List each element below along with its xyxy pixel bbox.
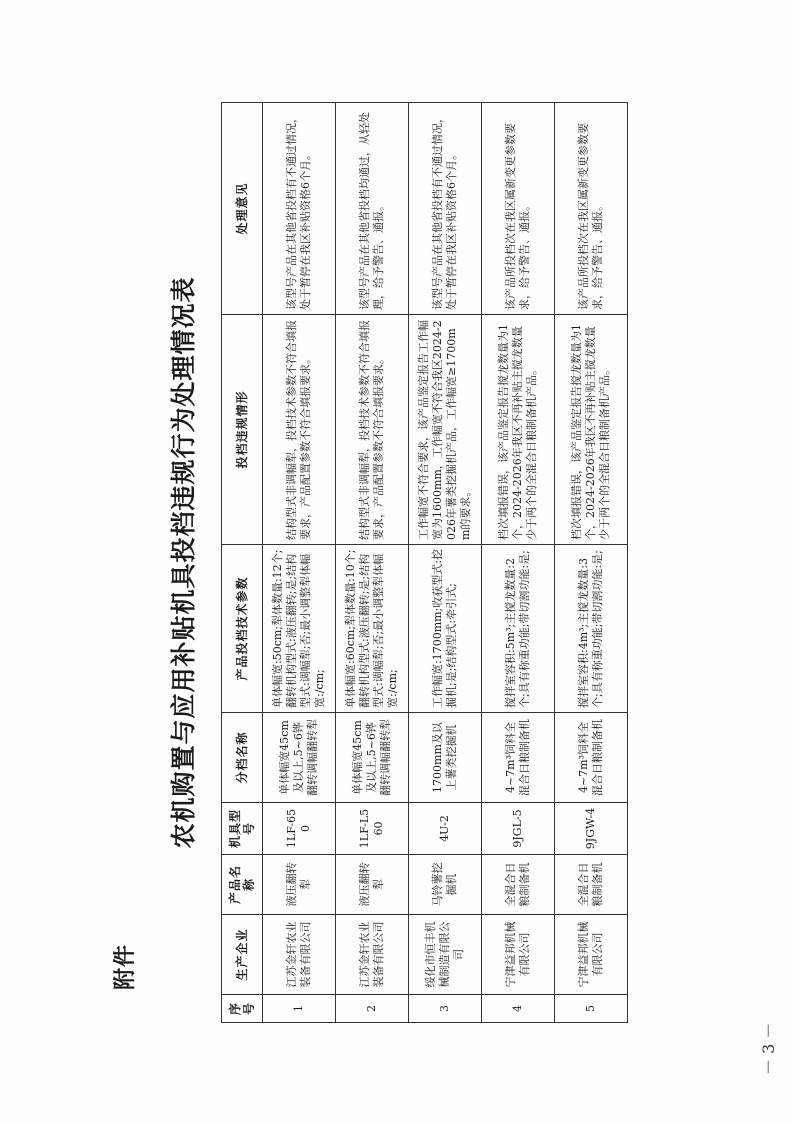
violations-table [221, 102, 628, 1023]
cell-violation: 档次填报错误，该产品鉴定报告搅龙数量为1个，2024-2026年我区不再补贴主搅龙数量少于两个的全混合日粮制备机产品。 [555, 315, 628, 545]
table-header-row [222, 103, 263, 1023]
cell-violation: 结构型式非调幅犁，投档技术参数不符合填报要求，产品配置参数不符合填报要求。 [336, 315, 409, 545]
cell-opinion: 该型号产品在其他省投档均通过，从轻处理，给予警告、通报。 [336, 103, 409, 315]
page-number: － 3 － [759, 1022, 778, 1075]
cell-model: 9JGW-4 [555, 803, 628, 855]
col-header-model: 机具型号 [222, 803, 263, 855]
table-row [263, 103, 336, 1023]
col-header-product: 产品名称 [222, 855, 263, 915]
cell-category: 4~7m³饲料全混合日粮制备机 [482, 713, 555, 803]
cell-model: 1LF-650 [263, 803, 336, 855]
cell-no: 3 [409, 995, 482, 1023]
cell-opinion: 该产品所投档次在我区属新变更参数要求，给予警告、通报。 [482, 103, 555, 315]
cell-model: 1LF-L560 [336, 803, 409, 855]
cell-product: 马铃薯挖掘机 [409, 855, 482, 915]
cell-company: 绥化市恒丰机械制造有限公司 [409, 915, 482, 995]
cell-model: 9JGL-5 [482, 803, 555, 855]
table-row [336, 103, 409, 1023]
cell-product: 全混合日粮制备机 [482, 855, 555, 915]
cell-model: 4U-2 [409, 803, 482, 855]
cell-product: 全混合日粮制备机 [555, 855, 628, 915]
cell-opinion: 该型号产品在其他省投档有不通过情况，处于暂停在我区补贴资格6个月。 [263, 103, 336, 315]
cell-company: 宁津益邦机械有限公司 [555, 915, 628, 995]
cell-product: 液压翻转犁 [336, 855, 409, 915]
col-header-category: 分档名称 [222, 713, 263, 803]
col-header-params: 产品投档技术参数 [222, 545, 263, 713]
table-row [482, 103, 555, 1023]
cell-company: 江苏金轩农业装备有限公司 [336, 915, 409, 995]
rotated-document [155, 90, 675, 1035]
cell-company: 宁津益邦机械有限公司 [482, 915, 555, 995]
cell-no: 4 [482, 995, 555, 1023]
cell-opinion: 该产品所投档次在我区属新变更参数要求，给予警告、通报。 [555, 103, 628, 315]
attachment-label: 附件 [113, 943, 138, 990]
cell-violation: 档次填报错误，该产品鉴定报告搅龙数量为1个，2024-2026年我区不再补贴主搅龙数量少于两个的全混合日粮制备机产品。 [482, 315, 555, 545]
col-header-company: 生产企业 [222, 915, 263, 995]
cell-category: 1700mm及以上薯类挖掘机 [409, 713, 482, 803]
cell-company: 江苏金轩农业装备有限公司 [263, 915, 336, 995]
col-header-violation: 投档违规情形 [222, 315, 263, 545]
cell-params: 搅拌室容积:5m³;主搅龙数量:2个;具有称重功能;带切割功能:是; [482, 545, 555, 713]
table-row [409, 103, 482, 1023]
col-header-opinion: 处理意见 [222, 103, 263, 315]
cell-no: 2 [336, 995, 409, 1023]
cell-violation: 结构型式非调幅犁，投档技术参数不符合填报要求，产品配置参数不符合填报要求。 [263, 315, 336, 545]
cell-params: 工作幅宽:1700mm;收获型式:挖掘机;是;结构型式:牵引式; [409, 545, 482, 713]
cell-category: 单体幅宽45cm及以上,5~6铧翻转调幅翻转犁 [336, 713, 409, 803]
col-header-no: 序号 [222, 995, 263, 1023]
table-row [555, 103, 628, 1023]
document-title: 农机购置与应用补贴机具投档违规行为处理情况表 [169, 276, 198, 849]
cell-category: 4~7m³饲料全混合日粮制备机 [555, 713, 628, 803]
cell-params: 单体幅宽:60cm;犁体数量:10个;翻转机构型式:液压翻转;是;结构型式:调幅犁;否;最小调整犁体幅宽:/cm; [336, 545, 409, 713]
cell-no: 1 [263, 995, 336, 1023]
cell-product: 液压翻转犁 [263, 855, 336, 915]
cell-params: 搅拌室容积:4m³;主搅龙数量:3个;具有称重功能;带切割功能:是; [555, 545, 628, 713]
cell-violation: 工作幅宽不符合要求，该产品鉴定报告工作幅宽为1600mm，工作幅宽不符合我区2024-2026年薯类挖掘机产品，工作幅宽≥1700mm的要求。 [409, 315, 482, 545]
cell-no: 5 [555, 995, 628, 1023]
cell-params: 单体幅宽:50cm;犁体数量:12个;翻转机构型式:液压翻转;是;结构型式:调幅犁;否;最小调整犁体幅宽:/cm; [263, 545, 336, 713]
cell-category: 单体幅宽45cm及以上,5~6铧翻转调幅翻转犁 [263, 713, 336, 803]
cell-opinion: 该型号产品在其他省投档有不通过情况，处于暂停在我区补贴资格6个月。 [409, 103, 482, 315]
